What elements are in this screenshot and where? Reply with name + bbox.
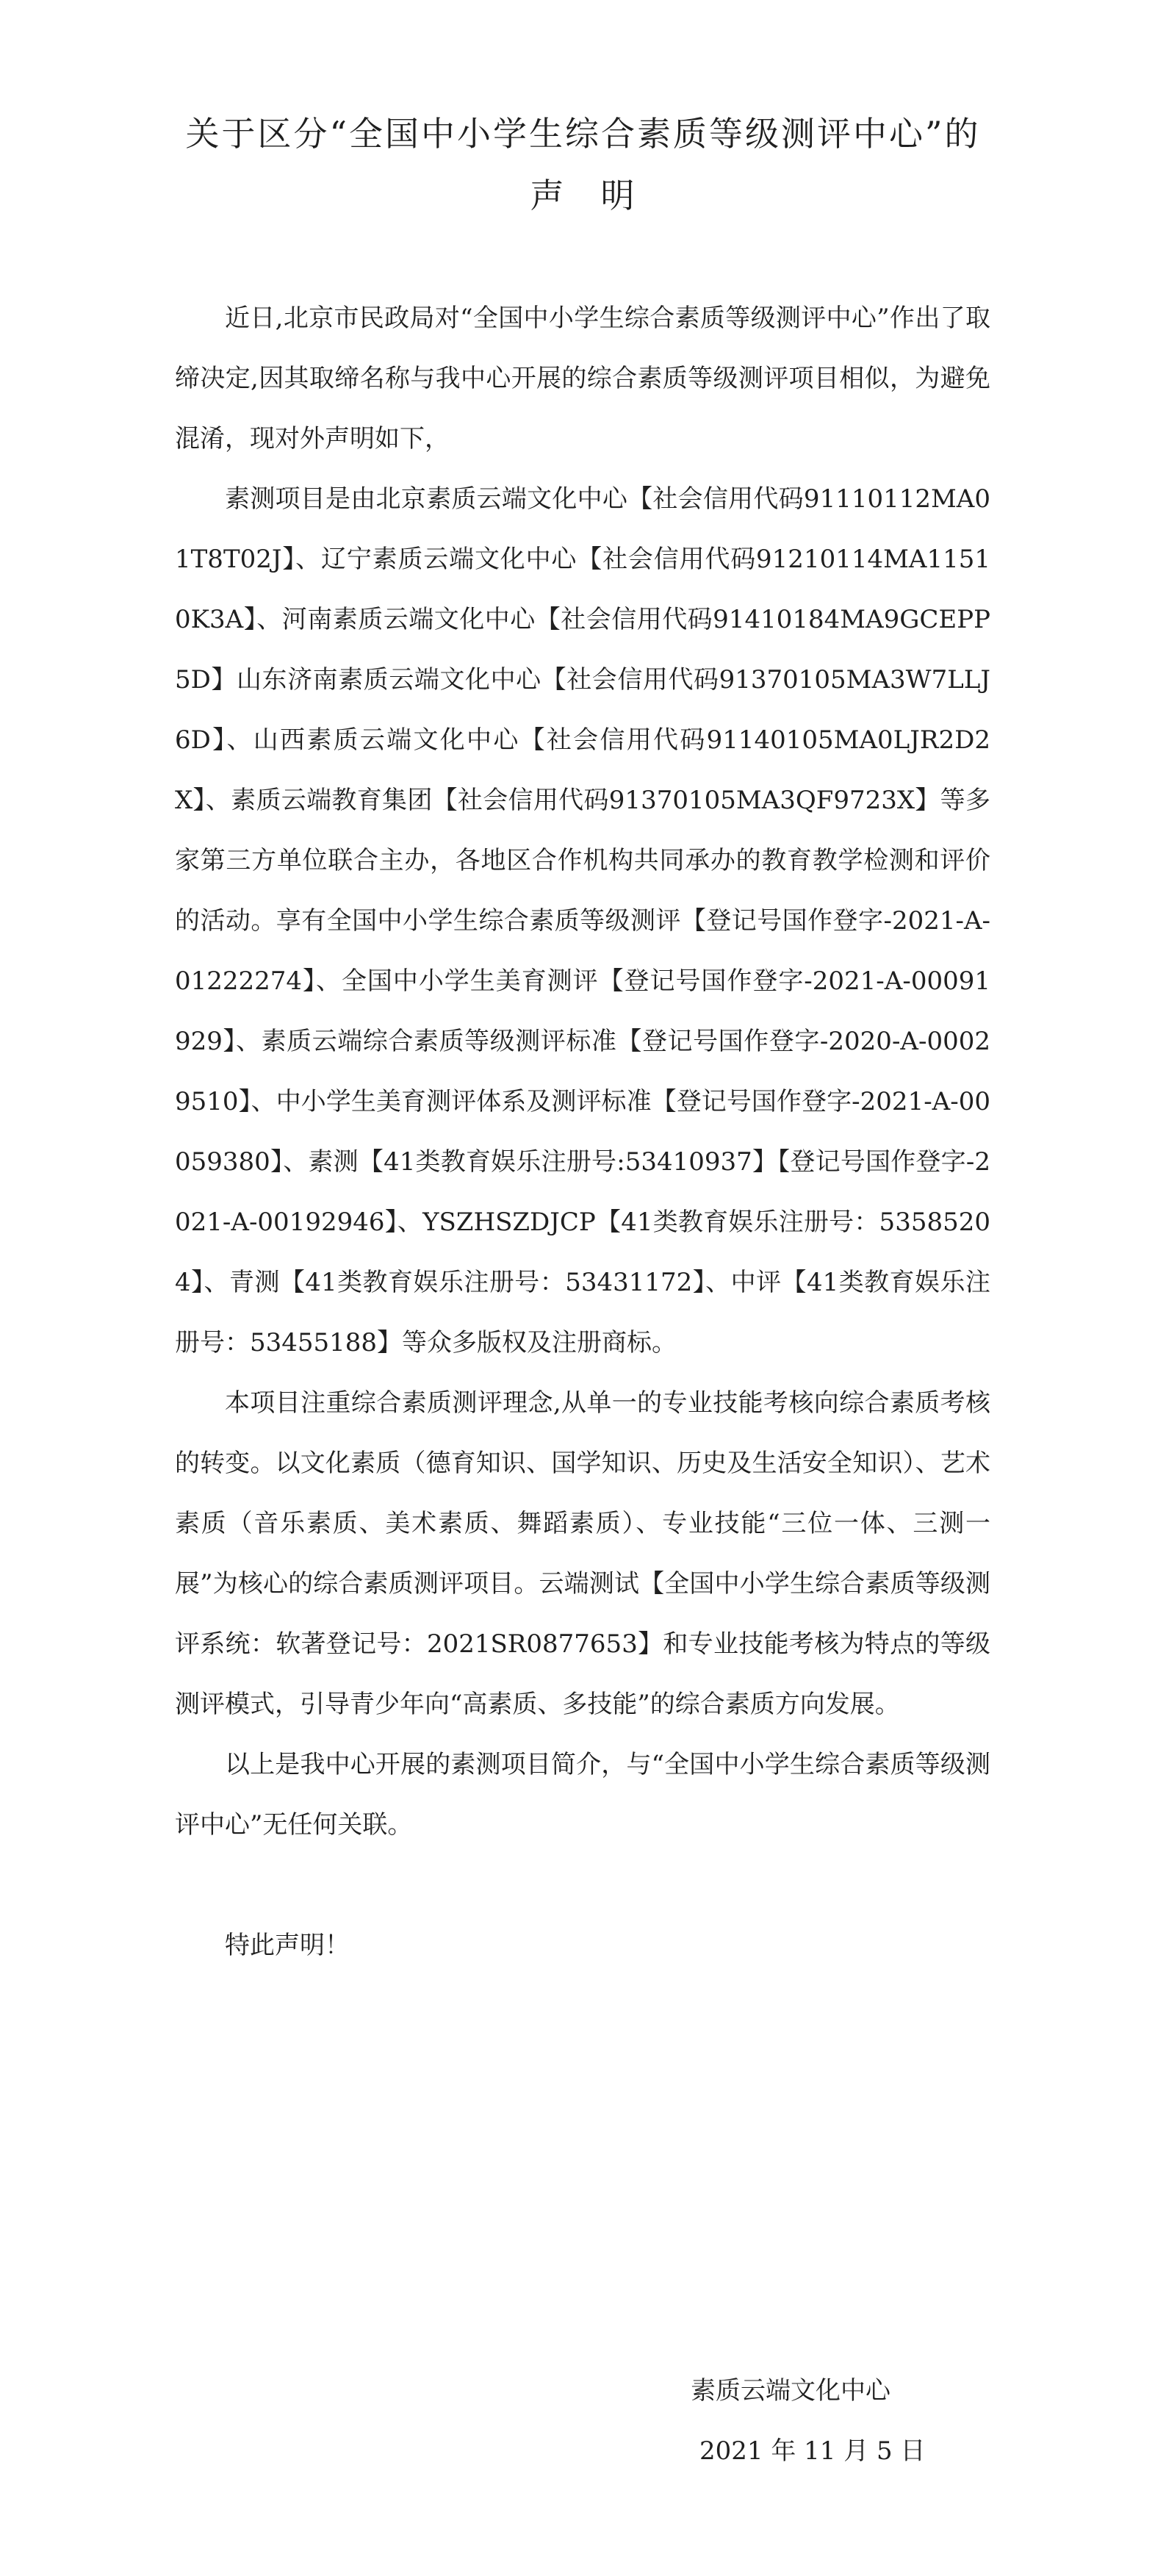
document-body <box>175 288 990 1976</box>
paragraph-disclaimer: 以上是我中心开展的素测项目简介，与“全国中小学生综合素质等级测评中心”无任何关联。 <box>175 1750 990 1840</box>
paragraph-intro: 近日,北京市民政局对“全国中小学生综合素质等级测评中心”作出了取缔决定,因其取缔名称与我中心开展的综合素质等级测评项目相似，为避免混淆，现对外声明如下， <box>175 304 990 453</box>
signature-date: 2021 年 11 月 5 日 <box>699 2436 926 2466</box>
closing-statement: 特此声明！ <box>225 1931 350 1960</box>
document-title-line-2: 声 明 <box>530 176 636 215</box>
paragraph-organizers: 素测项目是由北京素质云端文化中心【社会信用代码91110112MA01T8T02J】、辽宁素质云端文化中心【社会信用代码91210114MA11510K3A】、河南素质云端文化中心【社会信用代码91410184MA9GCEPP5D】山东济南素质云端文化中心【社会信用代码91370105MA3W7LLJ6D】、山西素质云端文化中心【社会信用代码91140105MA0LJR2D2X】、素质云端教育集团【社会信用代码91370105MA3QF9723X】等多家第三方单位联合主办，各地区合作机构共同承办的教育教学检测和评价的活动。享有全国中小学生综合素质等级测评【登记号国作登字-2021-A-01222274】、全国中小学生美育测评【登记号国作登字-2021-A-00091929】、素质云端综合素质等级测评标准【登记号国作登字-2020-A-00029510】、中小学生美育测评体系及测评标准【登记号国作登字-2021-A-00059380】、素测【41类教育娱乐注册号:53410937】【登记号国作登字-2021-A-00192946】、YSZHSZDJCP【41类教育娱乐注册号：53585204】、青测【41类教育娱乐注册号：53431172】、中评【41类教育娱乐注册号：53455188】等众多版权及注册商标。 <box>175 484 990 1357</box>
document-title-line-1: 关于区分“全国中小学生综合素质等级测评中心”的 <box>185 114 981 154</box>
signature-organization: 素质云端文化中心 <box>691 2376 890 2405</box>
paragraph-project-concept: 本项目注重综合素质测评理念,从单一的专业技能考核向综合素质考核的转变。以文化素质（德育知识、国学知识、历史及生活安全知识）、艺术素质（音乐素质、美术素质、舞蹈素质）、专业技能“三位一体、三测一展”为核心的综合素质测评项目。云端测试【全国中小学生综合素质等级测评系统：软著登记号：2021SR0877653】和专业技能考核为特点的等级测评模式，引导青少年向“高素质、多技能”的综合素质方向发展。 <box>175 1388 990 1719</box>
signature-block <box>691 2361 925 2481</box>
